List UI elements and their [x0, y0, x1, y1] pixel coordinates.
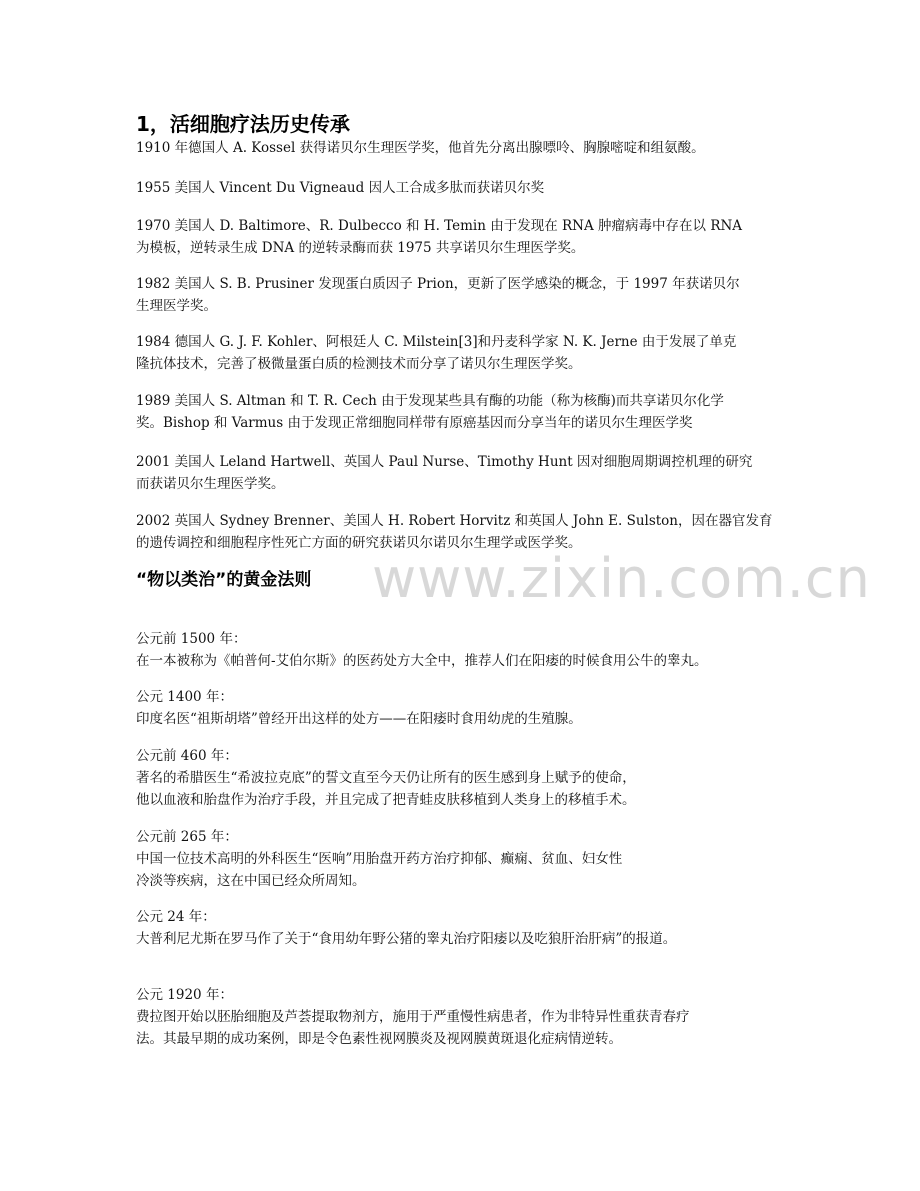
section-1-entry-2001	[136, 451, 796, 495]
entry-line: 1989 美国人 S. Altman 和 T. R. Cech 由于发现某些具有酶的功能（称为核酶)而共享诺贝尔化学	[136, 393, 724, 409]
section-2-entry-bc460	[136, 745, 796, 811]
entry-line: 法。其最早期的成功案例，即是令色素性视网膜炎及视网膜黄斑退化症病情逆转。	[136, 1031, 622, 1047]
entry-line: 1982 美国人 S. B. Prusiner 发现蛋白质因子 Prion，更新了医学感染的概念，于 1997 年获诺贝尔	[136, 276, 740, 292]
entry-line: 1970 美国人 D. Baltimore、R. Dulbecco 和 H. Temin 由于发现在 RNA 肿瘤病毒中存在以 RNA	[136, 218, 743, 234]
entry-line: 的遗传调控和细胞程序性死亡方面的研究获诺贝尔诺贝尔生理学或医学奖。	[136, 535, 582, 551]
section-1-entry-1910	[136, 137, 796, 159]
section-2-entry-ad1400	[136, 686, 796, 730]
entry-line: 公元 1920 年：	[136, 987, 233, 1003]
watermark-text: www.zixin.com.cn	[372, 547, 871, 610]
section-2-entry-bc1500	[136, 628, 796, 672]
entry-line: 公元前 460 年：	[136, 748, 238, 764]
section-2-heading: “物以类治”的黄金法则	[136, 570, 312, 590]
entry-line: 公元前 265 年：	[136, 829, 238, 845]
section-2-entry-bc265	[136, 826, 796, 892]
entry-line: 印度名医“祖斯胡塔”曾经开出这样的处方——在阳痿时食用幼虎的生殖腺。	[136, 711, 582, 727]
entry-line: 为模板，逆转录生成 DNA 的逆转录酶而获 1975 共享诺贝尔生理医学奖。	[136, 240, 585, 256]
entry-line: 公元前 1500 年：	[136, 631, 247, 647]
entry-line: 1910 年德国人 A. Kossel 获得诺贝尔生理医学奖，他首先分离出腺嘌呤、胸腺嘧啶和组氨酸。	[136, 140, 705, 156]
entry-line: 他以血液和胎盘作为治疗手段，并且完成了把青蛙皮肤移植到人类身上的移植手术。	[136, 792, 636, 808]
entry-line: 在一本被称为《帕普何-艾伯尔斯》的医药处方大全中，推荐人们在阳痿的时候食用公牛的睾丸。	[136, 653, 708, 669]
entry-line: 大普利尼尤斯在罗马作了关于“食用幼年野公猪的睾丸治疗阳痿以及吃狼肝治肝病”的报道。	[136, 931, 677, 947]
section-1-entry-1982	[136, 273, 796, 317]
entry-line: 生理医学奖。	[136, 298, 217, 314]
entry-line: 隆抗体技术，完善了极微量蛋白质的检测技术而分享了诺贝尔生理医学奖。	[136, 356, 582, 372]
entry-line: 1984 德国人 G. J. F. Kohler、阿根廷人 C. Milstein[3]和丹麦科学家 N. K. Jerne 由于发展了单克	[136, 334, 737, 350]
entry-line: 1955 美国人 Vincent Du Vigneaud 因人工合成多肽而获诺贝尔奖	[136, 180, 545, 196]
entry-line: 冷淡等疾病，这在中国已经众所周知。	[136, 873, 366, 889]
section-2-entry-ad24	[136, 906, 796, 950]
entry-line: 奖。Bishop 和 Varmus 由于发现正常细胞同样带有原癌基因而分享当年的诺贝尔生理医学奖	[136, 415, 693, 431]
entry-line: 中国一位技术高明的外科医生“医响”用胎盘开药方治疗抑郁、癫痫、贫血、妇女性	[136, 851, 623, 867]
section-1-entry-2002	[136, 510, 796, 554]
entry-line: 费拉图开始以胚胎细胞及芦荟提取物剂方，施用于严重慢性病患者，作为非特异性重获青春疗	[136, 1009, 690, 1025]
section-1-entry-1955	[136, 177, 796, 199]
section-1-entry-1984	[136, 331, 796, 375]
section-2-entry-ad1920	[136, 984, 796, 1050]
section-1-heading: 1，活细胞疗法历史传承	[136, 112, 350, 136]
entry-line: 而获诺贝尔生理医学奖。	[136, 476, 285, 492]
section-1-entry-1989	[136, 390, 796, 434]
entry-line: 著名的希腊医生“希波拉克底”的誓文直至今天仍让所有的医生感到身上赋予的使命，	[136, 770, 636, 786]
entry-line: 公元 24 年：	[136, 909, 216, 925]
entry-line: 2001 美国人 Leland Hartwell、英国人 Paul Nurse、Timothy Hunt 因对细胞周期调控机理的研究	[136, 454, 753, 470]
entry-line: 公元 1400 年：	[136, 689, 233, 705]
entry-line: 2002 英国人 Sydney Brenner、美国人 H. Robert Horvitz 和英国人 John E. Sulston，因在器官发育	[136, 513, 773, 529]
section-1-entry-1970	[136, 215, 796, 259]
